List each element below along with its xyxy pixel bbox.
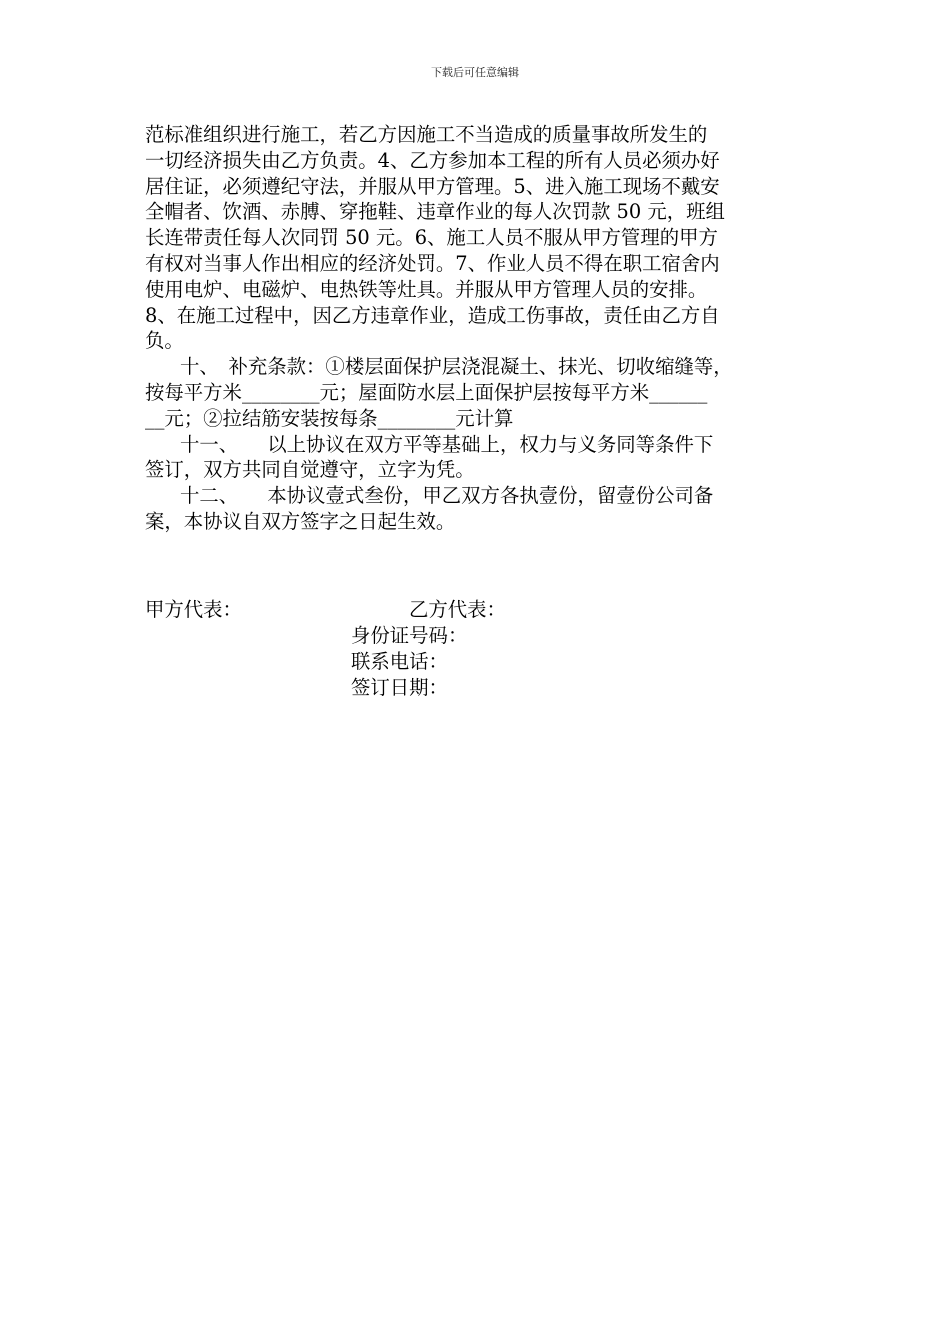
clause-12-line: 十二、 本协议壹式叁份，甲乙双方各执壹份，留壹份公司备 [180,484,714,508]
clause-11-line: 十一、 以上协议在双方平等基础上，权力与义务同等条件下 [180,432,714,456]
phone-row [145,649,825,675]
clause-10-line: __元；②拉结筋安装按每条________元计算 [145,406,514,430]
id-number-label: 身份证号码： [351,624,468,647]
body-line: 有权对当事人作出相应的经济处罚。7、作业人员不得在职工宿舍内 [145,251,720,275]
body-line: 一切经济损失由乙方负责。4、乙方参加本工程的所有人员必须办好 [145,148,720,172]
body-line: 长连带责任每人次同罚 50 元。6、施工人员不服从甲方管理的甲方 [145,226,718,250]
signature-representatives-row [145,597,825,623]
party-a-representative-label: 甲方代表： [145,598,242,621]
body-line: 使用电炉、电磁炉、电热铁等灶具。并服从甲方管理人员的安排。 [145,277,708,301]
body-line: 范标准组织进行施工，若乙方因施工不当造成的质量事故所发生的 [145,123,708,146]
phone-label: 联系电话： [351,650,448,673]
clause-12-line: 案，本协议自双方签字之日起生效。 [145,509,456,533]
signature-block [145,597,825,701]
body-line: 8、在施工过程中，因乙方违章作业，造成工伤事故，责任由乙方自 [145,303,720,327]
body-line: 负。 [145,329,184,353]
clause-10-line: 按每平方米________元；屋面防水层上面保护层按每平方米______ [145,380,708,404]
contract-body [145,122,825,535]
body-line: 全帽者、饮酒、赤膊、穿拖鞋、违章作业的每人次罚款 50 元，班组 [145,200,725,224]
sign-date-label: 签订日期： [351,676,448,699]
page-header: 下载后可任意编辑 [431,66,519,79]
party-b-representative-label: 乙方代表： [409,598,506,621]
date-row [145,675,825,701]
body-line: 居住证，必须遵纪守法，并服从甲方管理。5、进入施工现场不戴安 [145,174,720,198]
clause-11-line: 签订，双方共同自觉遵守，立字为凭。 [145,458,475,482]
clause-10-line: 十、 补充条款：①楼层面保护层浇混凝土、抹光、切收缩缝等， [180,355,733,379]
id-number-row [145,623,825,649]
